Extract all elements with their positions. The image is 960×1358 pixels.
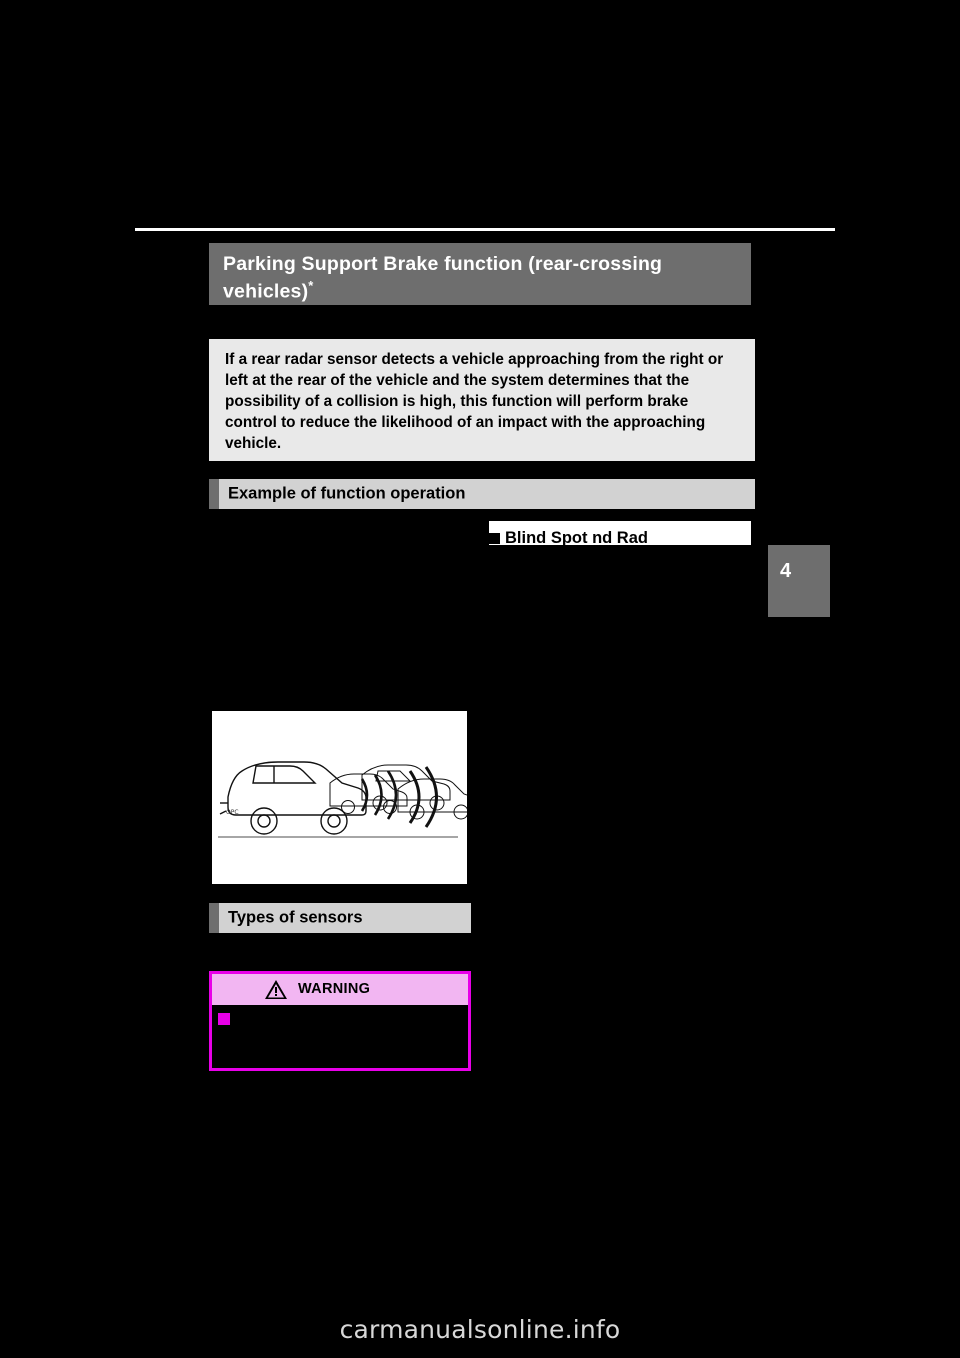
- subheading-accent-bar: [209, 903, 219, 933]
- warning-body: [212, 1005, 468, 1068]
- warning-label: WARNING: [298, 981, 371, 997]
- round-bullet-icon: [492, 924, 505, 937]
- subheading-accent-bar: [209, 479, 219, 509]
- square-bullet-icon: [211, 617, 223, 629]
- round-bullet-icon: [492, 659, 505, 672]
- vehicle-illustration-svg: [212, 711, 467, 884]
- subheading-types-of-sensors: [209, 903, 471, 933]
- subheading-sensors-label: Types of sensors: [228, 908, 363, 927]
- section-tab: [768, 545, 830, 617]
- footer-watermark: carmanualsonline.info: [339, 1315, 621, 1344]
- subheading-example-label: Example of function operation: [228, 484, 466, 503]
- description-text: If a rear radar sensor detects a vehicle approaching from the right or left at the rear of the vehicle and the system determines that the possibility of a collision is high, this function will perform brake control to reduce the likelihood of an impact with the approaching vehicle.: [225, 351, 724, 453]
- warning-header: [212, 974, 468, 1005]
- figure-rear-crossing-illustration: [211, 710, 468, 885]
- right-column-rule: [489, 521, 751, 524]
- square-bullet-icon: [489, 533, 500, 544]
- description-box: [209, 339, 755, 461]
- right-column-partial-heading-text: Blind Spot nd Rad: [505, 529, 648, 547]
- warning-triangle-icon: [264, 979, 288, 1000]
- chapter-heading-text: Parking Support Brake function (rear-crossing vehicles): [223, 253, 663, 303]
- figure-small-label: OPC: [226, 809, 239, 816]
- right-column-partial-heading: [489, 529, 751, 551]
- page-top-rule: [135, 228, 835, 231]
- section-number: 4: [780, 560, 792, 582]
- warning-square-bullet-icon: [218, 1013, 230, 1025]
- warning-box: [209, 971, 471, 1071]
- subheading-example-of-function-operation: [209, 479, 755, 509]
- footnote-marker: *: [308, 278, 314, 294]
- chapter-heading: [209, 243, 751, 305]
- chapter-heading-title: [223, 251, 737, 305]
